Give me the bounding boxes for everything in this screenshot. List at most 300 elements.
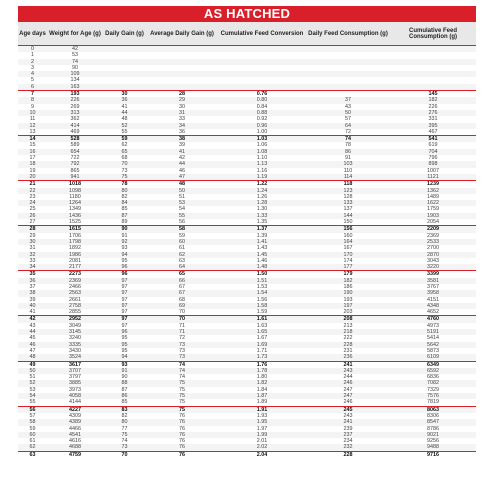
table-cell: 28 bbox=[18, 226, 47, 233]
table-cell: 67 bbox=[146, 290, 218, 296]
table-cell: 1.58 bbox=[218, 303, 306, 309]
table-cell: 469 bbox=[70, 128, 80, 135]
table-cell: 73 bbox=[121, 167, 128, 174]
table-cell: 97 bbox=[103, 290, 146, 296]
table-cell: 55 bbox=[121, 128, 128, 135]
table-row bbox=[18, 91, 476, 98]
table-cell: 55 bbox=[29, 399, 36, 406]
table-cell: 6349 bbox=[390, 361, 476, 368]
table-cell: 14 bbox=[18, 136, 47, 143]
table-cell: 2054 bbox=[427, 219, 439, 226]
table-cell: 57 bbox=[345, 116, 351, 123]
table-cell: 1.06 bbox=[256, 142, 268, 149]
table-cell: 60 bbox=[146, 239, 218, 245]
table-cell: 90 bbox=[72, 64, 78, 71]
table-cell: 38 bbox=[18, 290, 47, 296]
table-cell: 45 bbox=[29, 335, 36, 342]
table-cell: 1.84 bbox=[256, 386, 268, 393]
table-row bbox=[18, 309, 476, 316]
table-cell: 7329 bbox=[427, 386, 439, 393]
table-row bbox=[18, 219, 476, 226]
table-cell: 50 bbox=[306, 110, 390, 116]
table-cell: 1615 bbox=[47, 226, 103, 233]
table-cell: 31 bbox=[29, 245, 36, 252]
table-cell: 80 bbox=[103, 419, 146, 425]
table-cell: 941 bbox=[47, 174, 103, 181]
table-cell: 27 bbox=[29, 219, 36, 226]
table-row bbox=[18, 181, 476, 188]
table-row bbox=[18, 129, 476, 136]
table-cell bbox=[218, 84, 306, 91]
table-cell: 1706 bbox=[69, 232, 81, 239]
table-cell: 6 bbox=[18, 84, 47, 91]
header-daily-feed-consumption: Daily Feed Consumption (g) bbox=[306, 22, 390, 46]
table-cell: 6836 bbox=[427, 374, 439, 381]
table-cell: 1.67 bbox=[256, 335, 268, 342]
table-cell: 8547 bbox=[390, 419, 476, 425]
table-cell: 7576 bbox=[390, 393, 476, 399]
table-cell: 619 bbox=[428, 142, 438, 149]
table-cell: 1.54 bbox=[218, 290, 306, 296]
table-cell: 4760 bbox=[390, 316, 476, 323]
table-cell: 60 bbox=[18, 432, 47, 438]
table-cell: 246 bbox=[343, 399, 353, 406]
table-cell: 103 bbox=[306, 161, 390, 167]
table-cell: 2369 bbox=[427, 232, 439, 239]
table-cell: 228 bbox=[306, 451, 390, 458]
table-cell: 1007 bbox=[427, 167, 439, 174]
table-cell: 34 bbox=[18, 264, 47, 271]
table-cell: 91 bbox=[345, 155, 351, 162]
table-cell: 2177 bbox=[47, 264, 103, 271]
table-cell: 236 bbox=[306, 354, 390, 361]
table-cell: 94 bbox=[103, 252, 146, 258]
table-cell: 3797 bbox=[69, 374, 81, 381]
table-cell: 3707 bbox=[47, 368, 103, 374]
table-cell: 190 bbox=[306, 290, 390, 296]
table-cell: 226 bbox=[428, 103, 438, 110]
table-cell: 2870 bbox=[390, 252, 476, 258]
table-cell: 28 bbox=[146, 91, 218, 98]
table-cell: 55 bbox=[146, 213, 218, 219]
table-cell: 2273 bbox=[47, 271, 103, 278]
table-cell: 243 bbox=[343, 412, 353, 419]
table-cell: 1.56 bbox=[256, 296, 268, 303]
table-row bbox=[18, 136, 476, 143]
table-cell: 8063 bbox=[390, 406, 476, 413]
table-cell: 1.41 bbox=[218, 239, 306, 245]
table-cell: 84 bbox=[103, 200, 146, 206]
table-cell: 5414 bbox=[427, 335, 439, 342]
table-cell: 66 bbox=[146, 278, 218, 284]
table-cell: 1 bbox=[31, 52, 34, 59]
table-cell: 20 bbox=[18, 174, 47, 181]
table-cell: 2081 bbox=[69, 257, 81, 264]
table-cell: 75 bbox=[146, 393, 218, 399]
table-cell: 3335 bbox=[47, 342, 103, 348]
table-cell: 76 bbox=[146, 444, 218, 451]
table-cell: 90 bbox=[103, 226, 146, 233]
table-cell: 654 bbox=[47, 149, 103, 155]
table-cell: 6109 bbox=[390, 354, 476, 361]
table-cell: 48 bbox=[18, 354, 47, 361]
table-cell: 74 bbox=[121, 438, 128, 445]
table-cell: 234 bbox=[343, 438, 353, 445]
table-cell: 4348 bbox=[390, 303, 476, 309]
table-cell: 276 bbox=[390, 110, 476, 116]
table-cell: 48 bbox=[146, 181, 218, 188]
table-cell: 3617 bbox=[47, 361, 103, 368]
table-cell: 8 bbox=[18, 97, 47, 103]
table-cell: 226 bbox=[47, 97, 103, 103]
table-row bbox=[18, 361, 476, 368]
table-cell: 33 bbox=[29, 257, 36, 264]
table-cell: 1.78 bbox=[218, 368, 306, 374]
table-cell: 41 bbox=[146, 149, 218, 155]
table-cell: 156 bbox=[306, 226, 390, 233]
table-cell: 61 bbox=[179, 245, 185, 252]
table-cell: 243 bbox=[306, 368, 390, 374]
table-cell: 70 bbox=[103, 451, 146, 458]
table-cell: 5 bbox=[31, 77, 34, 84]
table-cell: 39 bbox=[29, 296, 36, 303]
table-cell: 1.99 bbox=[218, 432, 306, 438]
table-cell: 133 bbox=[306, 200, 390, 206]
header-cumulative-feed-conversion: Cumulative Feed Conversion bbox=[218, 22, 306, 46]
table-cell: 1.39 bbox=[256, 232, 268, 239]
header-daily-gain: Daily Gain (g) bbox=[103, 22, 146, 46]
table-cell: 1349 bbox=[69, 206, 81, 213]
table-cell: 3220 bbox=[390, 264, 476, 271]
table-cell: 56 bbox=[18, 406, 47, 413]
table-cell: 97 bbox=[121, 283, 128, 290]
table-cell: 144 bbox=[306, 213, 390, 219]
table-cell: 30 bbox=[18, 239, 47, 245]
table-cell: 96 bbox=[103, 264, 146, 271]
table-cell: 9021 bbox=[390, 432, 476, 438]
table-cell: 47 bbox=[29, 347, 36, 354]
table-cell: 186 bbox=[343, 283, 353, 290]
table-cell: 589 bbox=[70, 142, 80, 149]
table-cell: 78 bbox=[103, 181, 146, 188]
table-cell: 51 bbox=[179, 193, 185, 200]
table-cell: 58 bbox=[18, 419, 47, 425]
table-cell: 48 bbox=[121, 116, 128, 123]
table-cell: 313 bbox=[47, 110, 103, 116]
table-row bbox=[18, 271, 476, 278]
table-cell: 39 bbox=[179, 142, 185, 149]
table-cell: 1.69 bbox=[218, 342, 306, 348]
table-cell: 3 bbox=[31, 64, 34, 71]
table-row bbox=[18, 84, 476, 91]
table-cell: 232 bbox=[306, 444, 390, 451]
table-body bbox=[18, 46, 476, 459]
table-cell: 5191 bbox=[390, 329, 476, 335]
table-cell: 1264 bbox=[47, 200, 103, 206]
table-cell: 1.76 bbox=[218, 361, 306, 368]
table-cell: 42 bbox=[47, 46, 103, 53]
table-cell: 64 bbox=[146, 264, 218, 271]
table-cell: 1.13 bbox=[218, 161, 306, 167]
table-cell: 245 bbox=[306, 406, 390, 413]
table-cell: 163 bbox=[47, 84, 103, 91]
header-average-daily-gain: Average Daily Gain (g) bbox=[146, 22, 218, 46]
table-cell: 38 bbox=[146, 136, 218, 143]
table-cell: 4309 bbox=[69, 412, 81, 419]
table-cell: 3958 bbox=[390, 290, 476, 296]
table-cell: 160 bbox=[343, 232, 353, 239]
table-cell: 1.97 bbox=[256, 425, 268, 432]
table-row bbox=[18, 174, 476, 181]
table-cell: 70 bbox=[146, 316, 218, 323]
table-cell: 41 bbox=[121, 103, 128, 110]
table-cell: 56 bbox=[179, 219, 185, 226]
table-cell: 2661 bbox=[69, 296, 81, 303]
table-cell: 65 bbox=[146, 271, 218, 278]
table-cell: 4541 bbox=[47, 432, 103, 438]
table-cell: 73 bbox=[103, 444, 146, 451]
table-cell: 75 bbox=[179, 399, 185, 406]
table-cell: 395 bbox=[390, 123, 476, 129]
table-cell: 23 bbox=[29, 193, 36, 200]
table-row bbox=[18, 226, 476, 233]
table-cell: 1.37 bbox=[218, 226, 306, 233]
table-cell: 17 bbox=[29, 155, 36, 162]
table-cell: 53 bbox=[29, 386, 36, 393]
table-cell: 1.03 bbox=[218, 136, 306, 143]
table-cell: 6592 bbox=[390, 368, 476, 374]
table-cell: 1.46 bbox=[256, 257, 268, 264]
table-cell: 44 bbox=[146, 161, 218, 167]
table-cell: 1.45 bbox=[218, 252, 306, 258]
table-cell: 63 bbox=[179, 257, 185, 264]
table-cell: 50 bbox=[18, 368, 47, 374]
table-cell: 64 bbox=[306, 123, 390, 129]
table-cell: 1798 bbox=[47, 239, 103, 245]
table-cell: 1.00 bbox=[256, 128, 268, 135]
table-cell: 1986 bbox=[47, 252, 103, 258]
table-cell: 231 bbox=[343, 347, 353, 354]
table-cell: 197 bbox=[306, 303, 390, 309]
table-cell: 4058 bbox=[47, 393, 103, 399]
table-cell: 3430 bbox=[69, 347, 81, 354]
table-cell: 1.35 bbox=[256, 219, 268, 226]
table-cell: 52 bbox=[103, 123, 146, 129]
table-cell: 174 bbox=[343, 257, 353, 264]
table-cell: 213 bbox=[343, 322, 353, 329]
table-cell: 3973 bbox=[69, 386, 81, 393]
table-row bbox=[18, 399, 476, 406]
table-cell: 30 bbox=[179, 103, 185, 110]
table-cell: 4616 bbox=[69, 438, 81, 445]
table-cell: 72 bbox=[345, 128, 351, 135]
table-cell: 1903 bbox=[390, 213, 476, 219]
table-cell: 167 bbox=[343, 245, 353, 252]
table-row bbox=[18, 46, 476, 53]
table-cell: 1.95 bbox=[218, 419, 306, 425]
table-cell: 9256 bbox=[427, 438, 439, 445]
table-cell: 541 bbox=[390, 136, 476, 143]
table-cell: 1436 bbox=[47, 213, 103, 219]
table-row bbox=[18, 316, 476, 323]
table-cell: 70 bbox=[103, 161, 146, 167]
table-cell: 34 bbox=[146, 123, 218, 129]
table-cell: 76 bbox=[179, 412, 185, 419]
table-cell: 73 bbox=[179, 347, 185, 354]
table-cell: 4973 bbox=[427, 322, 439, 329]
table-cell: 1.08 bbox=[218, 149, 306, 155]
table-cell: 21 bbox=[18, 181, 47, 188]
table-cell: 222 bbox=[343, 335, 353, 342]
table-cell: 164 bbox=[306, 239, 390, 245]
table-cell: 83 bbox=[103, 406, 146, 413]
table-cell: 3043 bbox=[427, 257, 439, 264]
table-cell: 36 bbox=[179, 128, 185, 135]
table-cell: 1489 bbox=[427, 193, 439, 200]
performance-table bbox=[18, 22, 476, 458]
table-cell: 4688 bbox=[47, 444, 103, 451]
table-cell: 228 bbox=[306, 342, 390, 348]
table-cell: 414 bbox=[47, 123, 103, 129]
table-cell: 88 bbox=[103, 380, 146, 386]
table-cell: 110 bbox=[343, 167, 353, 174]
table-cell: 75 bbox=[146, 380, 218, 386]
table-cell: 74 bbox=[179, 374, 185, 381]
table-cell: 19 bbox=[29, 167, 36, 174]
table-cell: 704 bbox=[390, 149, 476, 155]
table-cell: 7819 bbox=[427, 399, 439, 406]
table-cell: 95 bbox=[121, 335, 128, 342]
table-cell: 3049 bbox=[69, 322, 81, 329]
table-cell: 5873 bbox=[427, 347, 439, 354]
table-cell: 75 bbox=[103, 174, 146, 181]
table-cell: 9488 bbox=[390, 444, 476, 451]
table-cell: 247 bbox=[343, 386, 353, 393]
table-cell: 76 bbox=[179, 425, 185, 432]
table-cell: 1362 bbox=[390, 188, 476, 194]
table-cell: 86 bbox=[103, 393, 146, 399]
table-cell: 1.82 bbox=[218, 380, 306, 386]
table-cell: 62 bbox=[121, 142, 128, 149]
table-cell: 1759 bbox=[427, 206, 439, 213]
table-cell: 10 bbox=[18, 110, 47, 116]
table-row bbox=[18, 264, 476, 271]
table-cell: 1.63 bbox=[256, 322, 268, 329]
table-row bbox=[18, 354, 476, 361]
table-cell: 1121 bbox=[390, 174, 476, 181]
table-cell: 1.10 bbox=[256, 155, 268, 162]
table-cell: 97 bbox=[121, 309, 128, 316]
table-cell: 865 bbox=[70, 167, 80, 174]
table-cell: 244 bbox=[343, 374, 353, 381]
table-cell: 114 bbox=[306, 174, 390, 181]
table-cell: 62 bbox=[18, 444, 47, 451]
table-cell: 59 bbox=[179, 232, 185, 239]
table-cell: 97 bbox=[103, 278, 146, 284]
table-cell: 239 bbox=[343, 425, 353, 432]
table-cell: 362 bbox=[70, 116, 80, 123]
table-cell: 2209 bbox=[390, 226, 476, 233]
table-cell: 1.33 bbox=[218, 213, 306, 219]
table-cell: 1.80 bbox=[256, 374, 268, 381]
table-cell bbox=[390, 46, 476, 53]
table-cell: 97 bbox=[121, 296, 128, 303]
table-cell: 49 bbox=[18, 361, 47, 368]
table-cell: 5642 bbox=[390, 342, 476, 348]
table-cell: 25 bbox=[29, 206, 36, 213]
table-cell: 1.93 bbox=[256, 412, 268, 419]
table-cell: 2700 bbox=[427, 245, 439, 252]
table-cell: 57 bbox=[29, 412, 36, 419]
table-cell: 467 bbox=[428, 128, 438, 135]
table-cell: 89 bbox=[121, 219, 128, 226]
table-cell: 95 bbox=[121, 257, 128, 264]
table-cell: 69 bbox=[146, 303, 218, 309]
table-cell: 3145 bbox=[47, 329, 103, 335]
table-cell: 46 bbox=[18, 342, 47, 348]
table-cell: 37 bbox=[306, 97, 390, 103]
table-cell: 208 bbox=[306, 316, 390, 323]
table-cell: 145 bbox=[390, 91, 476, 98]
table-cell: 75 bbox=[179, 386, 185, 393]
header-age: Age days bbox=[18, 22, 47, 46]
table-cell: 1.89 bbox=[256, 399, 268, 406]
table-cell: 1.91 bbox=[218, 406, 306, 413]
table-cell: 29 bbox=[29, 232, 36, 239]
table-cell: 1.50 bbox=[218, 271, 306, 278]
table-cell: 3767 bbox=[427, 283, 439, 290]
table-cell: 94 bbox=[103, 354, 146, 361]
table-title: AS HATCHED bbox=[18, 6, 476, 22]
table-cell: 87 bbox=[121, 386, 128, 393]
table-cell: 70 bbox=[179, 309, 185, 316]
table-cell: 76 bbox=[179, 438, 185, 445]
table-cell: 36 bbox=[103, 97, 146, 103]
table-cell: 1.48 bbox=[218, 264, 306, 271]
table-cell: 41 bbox=[29, 309, 36, 316]
table-cell: 0.96 bbox=[218, 123, 306, 129]
table-cell: 4144 bbox=[69, 399, 81, 406]
table-cell: 76 bbox=[146, 451, 218, 458]
table-cell: 93 bbox=[121, 245, 128, 252]
table-cell: 2533 bbox=[390, 239, 476, 245]
table-cell: 97 bbox=[121, 322, 128, 329]
table-cell bbox=[103, 46, 146, 53]
table-row bbox=[18, 451, 476, 458]
table-cell: 53 bbox=[146, 200, 218, 206]
table-cell: 4227 bbox=[47, 406, 103, 413]
table-cell: 1.30 bbox=[256, 206, 268, 213]
table-cell bbox=[218, 46, 306, 53]
table-cell: 247 bbox=[306, 393, 390, 399]
table-cell: 1.61 bbox=[218, 316, 306, 323]
table-cell: 109 bbox=[47, 71, 103, 77]
table-cell: 15 bbox=[29, 142, 36, 149]
table-cell: 1.73 bbox=[218, 354, 306, 361]
table-cell: 2369 bbox=[47, 278, 103, 284]
table-cell: 898 bbox=[390, 161, 476, 167]
table-cell: 4389 bbox=[47, 419, 103, 425]
table-cell: 246 bbox=[306, 380, 390, 386]
table-cell: 792 bbox=[47, 161, 103, 167]
table-cell: 22 bbox=[18, 188, 47, 194]
table-cell: 528 bbox=[47, 136, 103, 143]
table-cell: 82 bbox=[121, 193, 128, 200]
table-cell: 203 bbox=[343, 309, 353, 316]
table-cell: 18 bbox=[18, 161, 47, 167]
table-cell: 44 bbox=[18, 329, 47, 335]
table-cell: 134 bbox=[70, 77, 80, 84]
